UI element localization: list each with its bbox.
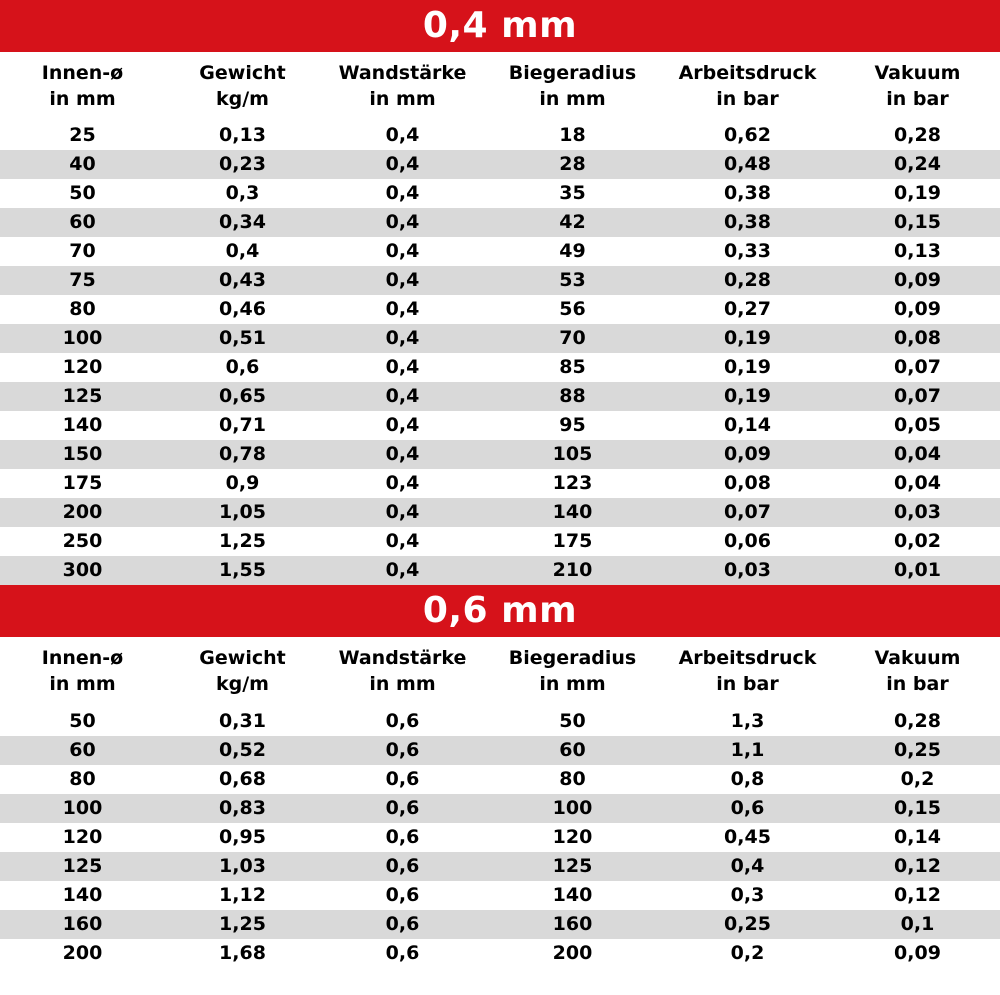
cell-biegeradius: 60 bbox=[485, 736, 660, 765]
cell-innendurchmesser: 80 bbox=[0, 295, 165, 324]
table-row bbox=[0, 266, 1000, 295]
cell-wandstaerke: 0,6 bbox=[320, 910, 485, 939]
column-header-line2: kg/m bbox=[216, 672, 269, 695]
column-header-line2: in mm bbox=[369, 87, 436, 110]
cell-vakuum: 0,07 bbox=[835, 382, 1000, 411]
spec-table-0-6mm bbox=[0, 637, 1000, 967]
cell-gewicht: 0,51 bbox=[165, 324, 320, 353]
cell-wandstaerke: 0,4 bbox=[320, 121, 485, 150]
cell-gewicht: 0,78 bbox=[165, 440, 320, 469]
cell-arbeitsdruck: 0,03 bbox=[660, 556, 835, 585]
cell-vakuum: 0,12 bbox=[835, 852, 1000, 881]
column-header-line1: Arbeitsdruck bbox=[678, 647, 817, 670]
cell-vakuum: 0,02 bbox=[835, 527, 1000, 556]
header-row bbox=[0, 637, 1000, 706]
table-row bbox=[0, 881, 1000, 910]
table-row bbox=[0, 150, 1000, 179]
cell-arbeitsdruck: 0,19 bbox=[660, 382, 835, 411]
cell-wandstaerke: 0,4 bbox=[320, 208, 485, 237]
column-header-line2: in bar bbox=[716, 672, 779, 695]
cell-wandstaerke: 0,6 bbox=[320, 852, 485, 881]
cell-gewicht: 0,3 bbox=[165, 179, 320, 208]
cell-vakuum: 0,14 bbox=[835, 823, 1000, 852]
table-row bbox=[0, 440, 1000, 469]
cell-biegeradius: 42 bbox=[485, 208, 660, 237]
column-header-wandstaerke bbox=[320, 637, 485, 706]
cell-wandstaerke: 0,4 bbox=[320, 440, 485, 469]
cell-arbeitsdruck: 0,62 bbox=[660, 121, 835, 150]
table-row bbox=[0, 736, 1000, 765]
column-header-line2: in mm bbox=[539, 87, 606, 110]
cell-innendurchmesser: 140 bbox=[0, 881, 165, 910]
cell-vakuum: 0,2 bbox=[835, 765, 1000, 794]
cell-innendurchmesser: 75 bbox=[0, 266, 165, 295]
cell-arbeitsdruck: 0,19 bbox=[660, 353, 835, 382]
cell-biegeradius: 56 bbox=[485, 295, 660, 324]
cell-vakuum: 0,09 bbox=[835, 295, 1000, 324]
cell-biegeradius: 28 bbox=[485, 150, 660, 179]
cell-innendurchmesser: 100 bbox=[0, 324, 165, 353]
table-row bbox=[0, 765, 1000, 794]
cell-innendurchmesser: 100 bbox=[0, 794, 165, 823]
table-row bbox=[0, 324, 1000, 353]
table-row bbox=[0, 527, 1000, 556]
cell-wandstaerke: 0,4 bbox=[320, 295, 485, 324]
cell-arbeitsdruck: 0,33 bbox=[660, 237, 835, 266]
cell-innendurchmesser: 150 bbox=[0, 440, 165, 469]
cell-vakuum: 0,19 bbox=[835, 179, 1000, 208]
cell-arbeitsdruck: 0,38 bbox=[660, 208, 835, 237]
table-row bbox=[0, 179, 1000, 208]
cell-innendurchmesser: 60 bbox=[0, 736, 165, 765]
table-row bbox=[0, 939, 1000, 968]
cell-innendurchmesser: 120 bbox=[0, 353, 165, 382]
table-row bbox=[0, 353, 1000, 382]
cell-innendurchmesser: 125 bbox=[0, 852, 165, 881]
cell-vakuum: 0,03 bbox=[835, 498, 1000, 527]
cell-arbeitsdruck: 0,19 bbox=[660, 324, 835, 353]
cell-vakuum: 0,28 bbox=[835, 707, 1000, 736]
cell-innendurchmesser: 125 bbox=[0, 382, 165, 411]
cell-wandstaerke: 0,4 bbox=[320, 324, 485, 353]
cell-biegeradius: 70 bbox=[485, 324, 660, 353]
table-body-0-4mm bbox=[0, 121, 1000, 585]
cell-wandstaerke: 0,4 bbox=[320, 556, 485, 585]
cell-arbeitsdruck: 0,2 bbox=[660, 939, 835, 968]
header-row bbox=[0, 52, 1000, 121]
cell-gewicht: 0,68 bbox=[165, 765, 320, 794]
cell-innendurchmesser: 80 bbox=[0, 765, 165, 794]
cell-innendurchmesser: 50 bbox=[0, 179, 165, 208]
column-header-line2: in bar bbox=[886, 672, 949, 695]
cell-wandstaerke: 0,4 bbox=[320, 237, 485, 266]
cell-gewicht: 1,68 bbox=[165, 939, 320, 968]
cell-biegeradius: 18 bbox=[485, 121, 660, 150]
cell-innendurchmesser: 160 bbox=[0, 910, 165, 939]
cell-vakuum: 0,13 bbox=[835, 237, 1000, 266]
cell-arbeitsdruck: 0,25 bbox=[660, 910, 835, 939]
table-row bbox=[0, 208, 1000, 237]
cell-wandstaerke: 0,6 bbox=[320, 765, 485, 794]
cell-wandstaerke: 0,6 bbox=[320, 881, 485, 910]
cell-biegeradius: 49 bbox=[485, 237, 660, 266]
table-row bbox=[0, 121, 1000, 150]
column-header-line1: Innen-ø bbox=[41, 647, 124, 670]
column-header-line1: Biegeradius bbox=[508, 647, 637, 670]
cell-vakuum: 0,25 bbox=[835, 736, 1000, 765]
cell-biegeradius: 100 bbox=[485, 794, 660, 823]
column-header-biegeradius bbox=[485, 52, 660, 121]
cell-wandstaerke: 0,4 bbox=[320, 411, 485, 440]
cell-vakuum: 0,05 bbox=[835, 411, 1000, 440]
cell-wandstaerke: 0,4 bbox=[320, 266, 485, 295]
cell-biegeradius: 140 bbox=[485, 498, 660, 527]
cell-arbeitsdruck: 1,1 bbox=[660, 736, 835, 765]
cell-arbeitsdruck: 0,06 bbox=[660, 527, 835, 556]
column-header-line2: in mm bbox=[49, 87, 116, 110]
cell-wandstaerke: 0,4 bbox=[320, 353, 485, 382]
cell-gewicht: 0,4 bbox=[165, 237, 320, 266]
cell-gewicht: 0,13 bbox=[165, 121, 320, 150]
cell-wandstaerke: 0,6 bbox=[320, 823, 485, 852]
column-header-line2: in bar bbox=[886, 87, 949, 110]
cell-biegeradius: 123 bbox=[485, 469, 660, 498]
cell-vakuum: 0,04 bbox=[835, 469, 1000, 498]
cell-wandstaerke: 0,4 bbox=[320, 150, 485, 179]
column-header-line1: Biegeradius bbox=[508, 62, 637, 84]
cell-vakuum: 0,12 bbox=[835, 881, 1000, 910]
cell-innendurchmesser: 60 bbox=[0, 208, 165, 237]
column-header-line1: Wandstärke bbox=[338, 62, 467, 84]
cell-innendurchmesser: 25 bbox=[0, 121, 165, 150]
column-header-line1: Vakuum bbox=[874, 62, 961, 84]
table-row bbox=[0, 910, 1000, 939]
cell-innendurchmesser: 120 bbox=[0, 823, 165, 852]
cell-biegeradius: 95 bbox=[485, 411, 660, 440]
cell-biegeradius: 200 bbox=[485, 939, 660, 968]
spec-table-0-4mm bbox=[0, 52, 1000, 585]
column-header-line2: in mm bbox=[369, 672, 436, 695]
section-banner-0-6mm: 0,6 mm bbox=[0, 585, 1000, 637]
cell-arbeitsdruck: 0,14 bbox=[660, 411, 835, 440]
column-header-line1: Gewicht bbox=[199, 62, 286, 84]
column-header-line1: Innen-ø bbox=[41, 62, 124, 84]
cell-innendurchmesser: 300 bbox=[0, 556, 165, 585]
cell-wandstaerke: 0,6 bbox=[320, 794, 485, 823]
cell-biegeradius: 50 bbox=[485, 707, 660, 736]
table-row bbox=[0, 411, 1000, 440]
table-row bbox=[0, 498, 1000, 527]
cell-arbeitsdruck: 0,8 bbox=[660, 765, 835, 794]
cell-gewicht: 0,43 bbox=[165, 266, 320, 295]
cell-wandstaerke: 0,4 bbox=[320, 179, 485, 208]
table-row bbox=[0, 556, 1000, 585]
table-row bbox=[0, 852, 1000, 881]
cell-vakuum: 0,15 bbox=[835, 794, 1000, 823]
table-row bbox=[0, 823, 1000, 852]
cell-biegeradius: 53 bbox=[485, 266, 660, 295]
table-body-0-6mm bbox=[0, 707, 1000, 968]
cell-gewicht: 0,6 bbox=[165, 353, 320, 382]
cell-biegeradius: 35 bbox=[485, 179, 660, 208]
cell-arbeitsdruck: 0,48 bbox=[660, 150, 835, 179]
table-row bbox=[0, 237, 1000, 266]
cell-vakuum: 0,08 bbox=[835, 324, 1000, 353]
cell-gewicht: 0,52 bbox=[165, 736, 320, 765]
column-header-line1: Wandstärke bbox=[338, 647, 467, 670]
cell-gewicht: 1,05 bbox=[165, 498, 320, 527]
cell-arbeitsdruck: 0,3 bbox=[660, 881, 835, 910]
cell-arbeitsdruck: 0,08 bbox=[660, 469, 835, 498]
table-header-0-4mm bbox=[0, 52, 1000, 121]
cell-vakuum: 0,01 bbox=[835, 556, 1000, 585]
cell-innendurchmesser: 40 bbox=[0, 150, 165, 179]
cell-biegeradius: 125 bbox=[485, 852, 660, 881]
cell-biegeradius: 175 bbox=[485, 527, 660, 556]
column-header-arbeitsdruck bbox=[660, 637, 835, 706]
cell-wandstaerke: 0,4 bbox=[320, 382, 485, 411]
cell-biegeradius: 88 bbox=[485, 382, 660, 411]
cell-arbeitsdruck: 0,4 bbox=[660, 852, 835, 881]
table-header-0-6mm bbox=[0, 637, 1000, 706]
cell-arbeitsdruck: 0,45 bbox=[660, 823, 835, 852]
cell-gewicht: 0,95 bbox=[165, 823, 320, 852]
cell-innendurchmesser: 50 bbox=[0, 707, 165, 736]
cell-gewicht: 0,71 bbox=[165, 411, 320, 440]
column-header-vakuum bbox=[835, 637, 1000, 706]
table-row bbox=[0, 707, 1000, 736]
cell-gewicht: 0,46 bbox=[165, 295, 320, 324]
cell-vakuum: 0,09 bbox=[835, 266, 1000, 295]
cell-vakuum: 0,1 bbox=[835, 910, 1000, 939]
cell-arbeitsdruck: 0,07 bbox=[660, 498, 835, 527]
cell-arbeitsdruck: 0,38 bbox=[660, 179, 835, 208]
cell-arbeitsdruck: 1,3 bbox=[660, 707, 835, 736]
cell-wandstaerke: 0,4 bbox=[320, 498, 485, 527]
cell-vakuum: 0,24 bbox=[835, 150, 1000, 179]
table-row bbox=[0, 794, 1000, 823]
cell-innendurchmesser: 250 bbox=[0, 527, 165, 556]
cell-wandstaerke: 0,4 bbox=[320, 527, 485, 556]
cell-gewicht: 1,25 bbox=[165, 910, 320, 939]
cell-biegeradius: 105 bbox=[485, 440, 660, 469]
cell-biegeradius: 120 bbox=[485, 823, 660, 852]
column-header-gewicht bbox=[165, 637, 320, 706]
cell-biegeradius: 210 bbox=[485, 556, 660, 585]
cell-gewicht: 1,12 bbox=[165, 881, 320, 910]
cell-gewicht: 0,65 bbox=[165, 382, 320, 411]
column-header-innendurchmesser bbox=[0, 637, 165, 706]
cell-gewicht: 1,03 bbox=[165, 852, 320, 881]
cell-arbeitsdruck: 0,28 bbox=[660, 266, 835, 295]
cell-vakuum: 0,07 bbox=[835, 353, 1000, 382]
cell-wandstaerke: 0,6 bbox=[320, 939, 485, 968]
cell-gewicht: 1,25 bbox=[165, 527, 320, 556]
column-header-line2: in mm bbox=[49, 672, 116, 695]
cell-gewicht: 0,34 bbox=[165, 208, 320, 237]
cell-vakuum: 0,28 bbox=[835, 121, 1000, 150]
cell-gewicht: 1,55 bbox=[165, 556, 320, 585]
section-banner-0-4mm: 0,4 mm bbox=[0, 0, 1000, 52]
cell-gewicht: 0,31 bbox=[165, 707, 320, 736]
cell-arbeitsdruck: 0,6 bbox=[660, 794, 835, 823]
cell-arbeitsdruck: 0,09 bbox=[660, 440, 835, 469]
cell-biegeradius: 80 bbox=[485, 765, 660, 794]
column-header-arbeitsdruck bbox=[660, 52, 835, 121]
cell-vakuum: 0,15 bbox=[835, 208, 1000, 237]
column-header-biegeradius bbox=[485, 637, 660, 706]
column-header-gewicht bbox=[165, 52, 320, 121]
cell-biegeradius: 160 bbox=[485, 910, 660, 939]
cell-biegeradius: 140 bbox=[485, 881, 660, 910]
column-header-line2: kg/m bbox=[216, 87, 269, 110]
cell-wandstaerke: 0,4 bbox=[320, 469, 485, 498]
cell-innendurchmesser: 140 bbox=[0, 411, 165, 440]
cell-innendurchmesser: 200 bbox=[0, 939, 165, 968]
table-row bbox=[0, 295, 1000, 324]
column-header-innendurchmesser bbox=[0, 52, 165, 121]
table-row bbox=[0, 382, 1000, 411]
cell-vakuum: 0,04 bbox=[835, 440, 1000, 469]
cell-wandstaerke: 0,6 bbox=[320, 707, 485, 736]
cell-biegeradius: 85 bbox=[485, 353, 660, 382]
cell-gewicht: 0,9 bbox=[165, 469, 320, 498]
column-header-line1: Gewicht bbox=[199, 647, 286, 670]
cell-arbeitsdruck: 0,27 bbox=[660, 295, 835, 324]
column-header-vakuum bbox=[835, 52, 1000, 121]
column-header-line1: Arbeitsdruck bbox=[678, 62, 817, 84]
column-header-line2: in mm bbox=[539, 672, 606, 695]
cell-gewicht: 0,83 bbox=[165, 794, 320, 823]
cell-gewicht: 0,23 bbox=[165, 150, 320, 179]
cell-wandstaerke: 0,6 bbox=[320, 736, 485, 765]
table-row bbox=[0, 469, 1000, 498]
cell-innendurchmesser: 175 bbox=[0, 469, 165, 498]
cell-innendurchmesser: 200 bbox=[0, 498, 165, 527]
column-header-line1: Vakuum bbox=[874, 647, 961, 670]
cell-vakuum: 0,09 bbox=[835, 939, 1000, 968]
column-header-wandstaerke bbox=[320, 52, 485, 121]
cell-innendurchmesser: 70 bbox=[0, 237, 165, 266]
column-header-line2: in bar bbox=[716, 87, 779, 110]
